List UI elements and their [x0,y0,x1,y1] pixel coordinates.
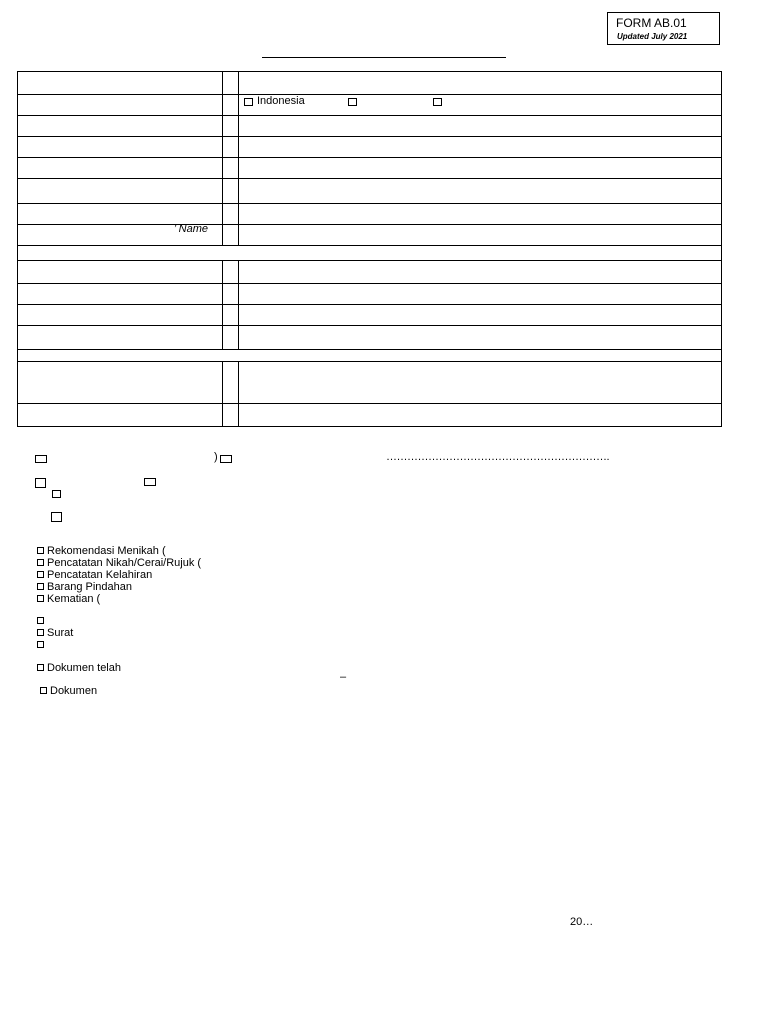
field-label [18,362,223,404]
checkbox-doc-2[interactable] [37,629,44,636]
form-row [18,72,722,95]
field-separator [223,404,239,427]
list-item [37,569,201,581]
section-divider [18,350,722,362]
field-input[interactable] [239,204,722,225]
option-indonesia-label: Indonesia [257,95,305,107]
field-separator [223,261,239,284]
checkbox-doc-status-2[interactable] [40,687,47,694]
form-row [18,404,722,427]
field-separator [223,137,239,158]
field-separator [223,158,239,179]
field-input[interactable] [239,326,722,350]
field-separator [223,179,239,204]
checkbox-option-3[interactable] [433,98,442,106]
form-row [18,137,722,158]
list-item [37,615,73,627]
form-code-box [607,12,720,45]
nationality-row [18,95,722,116]
document-type-list [37,615,73,651]
date-fragment: 20… [570,916,594,928]
service-label: Barang Pindahan [47,581,133,593]
checkbox-doc-3[interactable] [37,641,44,648]
name-row [18,225,722,246]
checkbox-doc-1[interactable] [37,617,44,624]
field-label [18,284,223,305]
field-input[interactable] [239,261,722,284]
services-list [37,545,201,605]
checkbox-service-4[interactable] [37,583,44,590]
form-row [18,362,722,404]
form-row [18,158,722,179]
field-input[interactable] [239,116,722,137]
field-separator [223,116,239,137]
field-label [18,95,223,116]
field-input[interactable] [239,158,722,179]
field-label [18,72,223,95]
list-item [37,593,201,605]
checkbox-indonesia[interactable] [244,98,253,106]
form-row [18,204,722,225]
field-input[interactable] [239,137,722,158]
checkbox-doc-status-1[interactable] [37,664,44,671]
service-label: Pencatatan Kelahiran [47,569,153,581]
checkbox-option-2[interactable] [348,98,357,106]
checkbox-service-3[interactable] [37,571,44,578]
form-row [18,284,722,305]
document-status-item-2 [40,685,97,697]
field-separator [223,284,239,305]
field-separator [223,362,239,404]
doc-status-label: Dokumen telah [47,662,121,674]
service-label: Kematian ( [47,593,101,605]
field-separator [223,204,239,225]
doc-status-label: Dokumen [50,685,98,697]
doc-type-label: Surat [47,627,74,639]
checkbox-c[interactable] [35,478,46,488]
field-input[interactable] [239,225,722,246]
checkbox-service-5[interactable] [37,595,44,602]
title-underline [262,57,506,58]
dash-mark: – [340,671,347,683]
form-row [18,326,722,350]
updated-date: Updated July 2021 [617,32,688,41]
field-label [18,204,223,225]
section-divider-row [18,350,722,362]
field-separator [223,326,239,350]
field-label [18,404,223,427]
field-label [18,179,223,204]
service-label: Rekomendasi Menikah ( [47,545,166,557]
name-label: ’ Name [173,223,208,235]
checkbox-a[interactable] [35,455,47,463]
nationality-options [239,95,722,116]
field-label [18,137,223,158]
field-input[interactable] [239,72,722,95]
field-separator [223,225,239,246]
checkbox-b[interactable] [220,455,232,463]
field-separator [223,72,239,95]
form-row [18,116,722,137]
form-row [18,261,722,284]
checkbox-f[interactable] [51,512,62,522]
form-row [18,305,722,326]
field-label [18,305,223,326]
document-status-item-1 [37,662,121,674]
field-label [18,326,223,350]
field-label [18,225,223,246]
field-input[interactable] [239,305,722,326]
checkbox-d[interactable] [144,478,156,486]
applicant-form-table [17,71,722,427]
field-input[interactable] [239,362,722,404]
field-label [18,261,223,284]
field-label [18,158,223,179]
field-input[interactable] [239,404,722,427]
paren-close: ) [214,451,218,463]
list-item [37,639,73,651]
list-item [37,557,201,569]
field-input[interactable] [239,284,722,305]
dotted-fill-line: ………………………………………………………. [386,451,610,463]
field-separator [223,95,239,116]
form-row [18,179,722,204]
form-code: FORM AB.01 [616,16,687,30]
field-separator [223,305,239,326]
list-item [37,627,73,639]
field-input[interactable] [239,179,722,204]
list-item [37,545,201,557]
field-label [18,116,223,137]
section-divider-row [18,246,722,261]
checkbox-service-2[interactable] [37,559,44,566]
service-label: Pencatatan Nikah/Cerai/Rujuk ( [47,557,202,569]
checkbox-e[interactable] [52,490,61,498]
section-divider [18,246,722,261]
checkbox-service-1[interactable] [37,547,44,554]
list-item [37,581,201,593]
